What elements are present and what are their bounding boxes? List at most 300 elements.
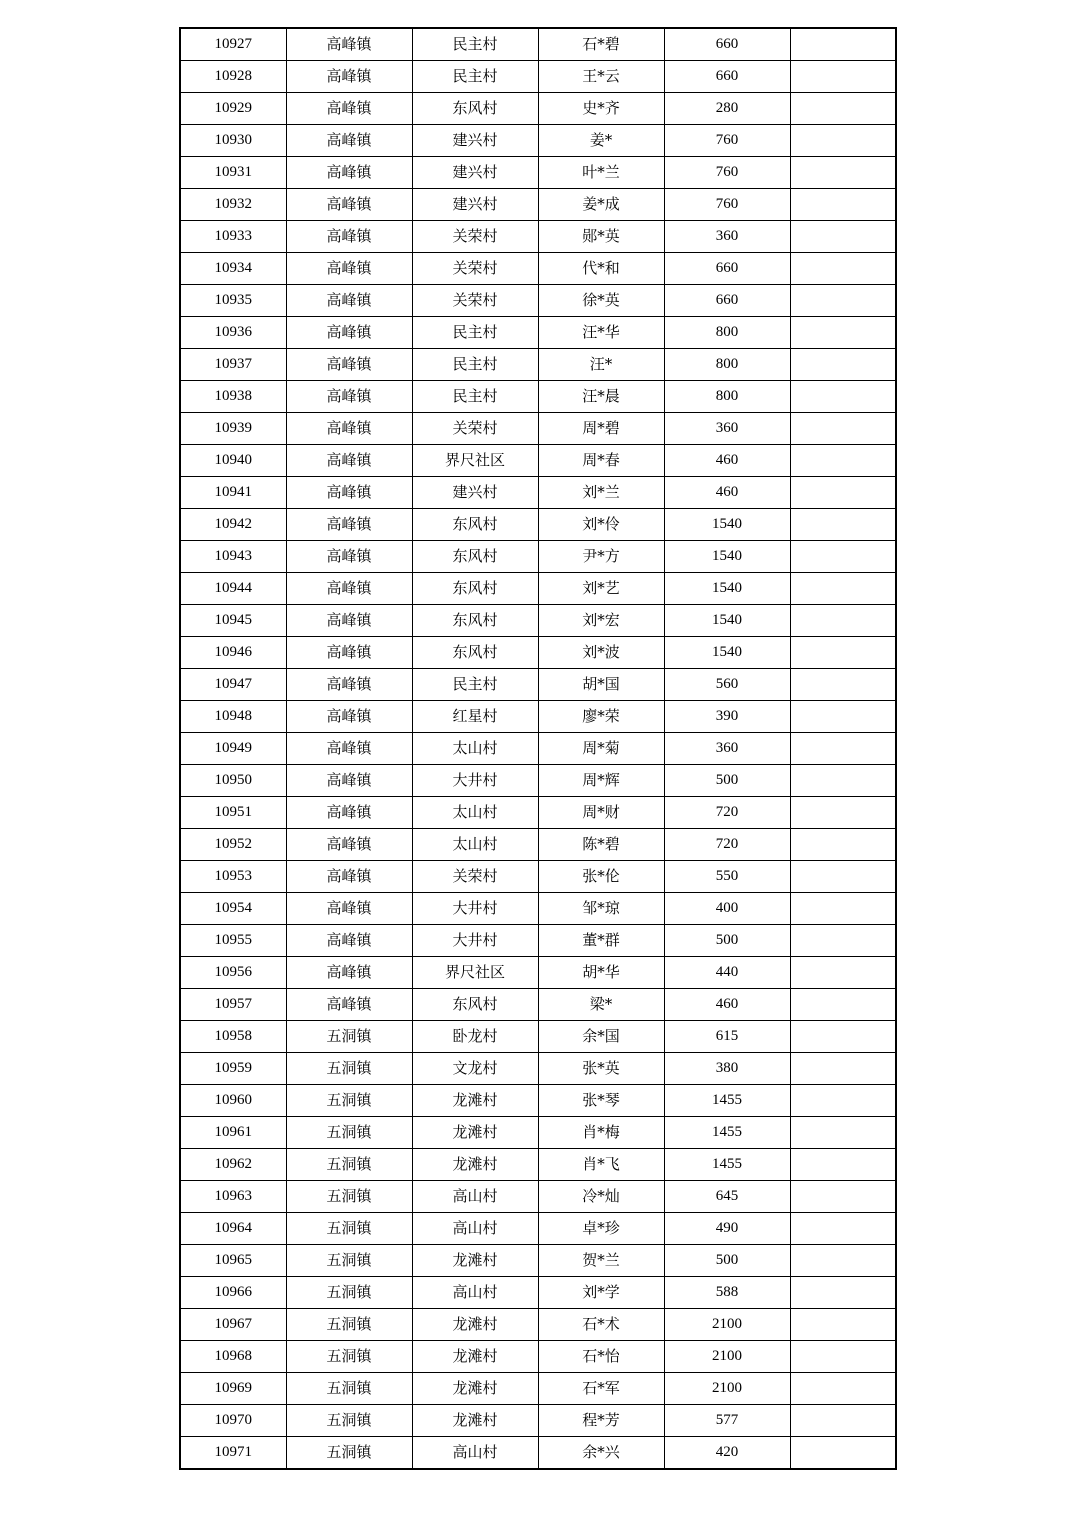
table-row	[180, 957, 896, 989]
amount-cell: 720	[664, 797, 790, 829]
table-row	[180, 253, 896, 285]
name-cell: 董*群	[538, 925, 664, 957]
remark-cell	[790, 1437, 896, 1470]
village-cell: 高山村	[412, 1437, 538, 1470]
table-row	[180, 541, 896, 573]
town-cell: 五洞镇	[286, 1405, 412, 1437]
town-cell: 高峰镇	[286, 317, 412, 349]
amount-cell: 500	[664, 765, 790, 797]
village-cell: 高山村	[412, 1213, 538, 1245]
town-cell: 高峰镇	[286, 573, 412, 605]
serial-number-cell: 10936	[180, 317, 286, 349]
town-cell: 五洞镇	[286, 1085, 412, 1117]
table-row	[180, 1309, 896, 1341]
remark-cell	[790, 1021, 896, 1053]
remark-cell	[790, 61, 896, 93]
name-cell: 刘*伶	[538, 509, 664, 541]
remark-cell	[790, 317, 896, 349]
village-cell: 民主村	[412, 669, 538, 701]
town-cell: 高峰镇	[286, 349, 412, 381]
serial-number-cell: 10969	[180, 1373, 286, 1405]
table-row	[180, 349, 896, 381]
village-cell: 东风村	[412, 637, 538, 669]
remark-cell	[790, 893, 896, 925]
table-row	[180, 125, 896, 157]
serial-number-cell: 10932	[180, 189, 286, 221]
village-cell: 界尺社区	[412, 445, 538, 477]
remark-cell	[790, 797, 896, 829]
name-cell: 张*伦	[538, 861, 664, 893]
remark-cell	[790, 93, 896, 125]
serial-number-cell: 10934	[180, 253, 286, 285]
name-cell: 石*碧	[538, 28, 664, 61]
amount-cell: 660	[664, 253, 790, 285]
village-cell: 龙滩村	[412, 1405, 538, 1437]
village-cell: 关荣村	[412, 413, 538, 445]
name-cell: 郧*英	[538, 221, 664, 253]
serial-number-cell: 10963	[180, 1181, 286, 1213]
name-cell: 代*和	[538, 253, 664, 285]
serial-number-cell: 10945	[180, 605, 286, 637]
village-cell: 关荣村	[412, 285, 538, 317]
table-row	[180, 157, 896, 189]
village-cell: 太山村	[412, 733, 538, 765]
serial-number-cell: 10960	[180, 1085, 286, 1117]
village-cell: 高山村	[412, 1181, 538, 1213]
name-cell: 余*国	[538, 1021, 664, 1053]
town-cell: 五洞镇	[286, 1149, 412, 1181]
town-cell: 高峰镇	[286, 189, 412, 221]
serial-number-cell: 10929	[180, 93, 286, 125]
town-cell: 高峰镇	[286, 669, 412, 701]
remark-cell	[790, 509, 896, 541]
remark-cell	[790, 637, 896, 669]
serial-number-cell: 10930	[180, 125, 286, 157]
village-cell: 大井村	[412, 893, 538, 925]
name-cell: 贺*兰	[538, 1245, 664, 1277]
table-row	[180, 1341, 896, 1373]
table-row	[180, 221, 896, 253]
village-cell: 民主村	[412, 317, 538, 349]
name-cell: 邹*琼	[538, 893, 664, 925]
table-row	[180, 989, 896, 1021]
serial-number-cell: 10937	[180, 349, 286, 381]
amount-cell: 400	[664, 893, 790, 925]
name-cell: 尹*方	[538, 541, 664, 573]
remark-cell	[790, 285, 896, 317]
name-cell: 周*财	[538, 797, 664, 829]
table-row	[180, 1149, 896, 1181]
data-table	[179, 27, 897, 1470]
name-cell: 张*琴	[538, 1085, 664, 1117]
serial-number-cell: 10951	[180, 797, 286, 829]
village-cell: 大井村	[412, 765, 538, 797]
name-cell: 陈*碧	[538, 829, 664, 861]
town-cell: 高峰镇	[286, 445, 412, 477]
amount-cell: 360	[664, 413, 790, 445]
remark-cell	[790, 861, 896, 893]
name-cell: 汪*晨	[538, 381, 664, 413]
table-row	[180, 925, 896, 957]
town-cell: 五洞镇	[286, 1053, 412, 1085]
amount-cell: 1540	[664, 541, 790, 573]
village-cell: 东风村	[412, 93, 538, 125]
remark-cell	[790, 1341, 896, 1373]
remark-cell	[790, 605, 896, 637]
remark-cell	[790, 1085, 896, 1117]
amount-cell: 2100	[664, 1373, 790, 1405]
table-row	[180, 637, 896, 669]
village-cell: 民主村	[412, 381, 538, 413]
amount-cell: 1540	[664, 637, 790, 669]
village-cell: 太山村	[412, 829, 538, 861]
town-cell: 高峰镇	[286, 829, 412, 861]
serial-number-cell: 10948	[180, 701, 286, 733]
serial-number-cell: 10944	[180, 573, 286, 605]
town-cell: 高峰镇	[286, 253, 412, 285]
remark-cell	[790, 1245, 896, 1277]
amount-cell: 420	[664, 1437, 790, 1470]
serial-number-cell: 10965	[180, 1245, 286, 1277]
table-row	[180, 829, 896, 861]
name-cell: 刘*宏	[538, 605, 664, 637]
table-row	[180, 669, 896, 701]
amount-cell: 360	[664, 733, 790, 765]
remark-cell	[790, 1149, 896, 1181]
name-cell: 胡*华	[538, 957, 664, 989]
amount-cell: 645	[664, 1181, 790, 1213]
name-cell: 姜*成	[538, 189, 664, 221]
amount-cell: 2100	[664, 1341, 790, 1373]
town-cell: 高峰镇	[286, 413, 412, 445]
table-row	[180, 445, 896, 477]
remark-cell	[790, 989, 896, 1021]
table-row	[180, 61, 896, 93]
serial-number-cell: 10968	[180, 1341, 286, 1373]
village-cell: 高山村	[412, 1277, 538, 1309]
village-cell: 卧龙村	[412, 1021, 538, 1053]
serial-number-cell: 10933	[180, 221, 286, 253]
amount-cell: 550	[664, 861, 790, 893]
serial-number-cell: 10950	[180, 765, 286, 797]
village-cell: 红星村	[412, 701, 538, 733]
town-cell: 五洞镇	[286, 1117, 412, 1149]
village-cell: 东风村	[412, 541, 538, 573]
town-cell: 高峰镇	[286, 285, 412, 317]
amount-cell: 460	[664, 445, 790, 477]
table-row	[180, 797, 896, 829]
village-cell: 民主村	[412, 28, 538, 61]
town-cell: 五洞镇	[286, 1437, 412, 1470]
town-cell: 高峰镇	[286, 989, 412, 1021]
amount-cell: 500	[664, 1245, 790, 1277]
name-cell: 张*英	[538, 1053, 664, 1085]
table-row	[180, 285, 896, 317]
serial-number-cell: 10946	[180, 637, 286, 669]
town-cell: 高峰镇	[286, 605, 412, 637]
name-cell: 石*怡	[538, 1341, 664, 1373]
village-cell: 东风村	[412, 605, 538, 637]
name-cell: 姜*	[538, 125, 664, 157]
town-cell: 高峰镇	[286, 28, 412, 61]
amount-cell: 1455	[664, 1117, 790, 1149]
amount-cell: 460	[664, 989, 790, 1021]
amount-cell: 1540	[664, 573, 790, 605]
serial-number-cell: 10942	[180, 509, 286, 541]
village-cell: 大井村	[412, 925, 538, 957]
town-cell: 高峰镇	[286, 477, 412, 509]
amount-cell: 280	[664, 93, 790, 125]
table-row	[180, 573, 896, 605]
amount-cell: 460	[664, 477, 790, 509]
remark-cell	[790, 765, 896, 797]
village-cell: 东风村	[412, 573, 538, 605]
table-row	[180, 733, 896, 765]
amount-cell: 615	[664, 1021, 790, 1053]
remark-cell	[790, 1309, 896, 1341]
village-cell: 建兴村	[412, 157, 538, 189]
amount-cell: 588	[664, 1277, 790, 1309]
name-cell: 史*齐	[538, 93, 664, 125]
amount-cell: 760	[664, 125, 790, 157]
town-cell: 高峰镇	[286, 61, 412, 93]
amount-cell: 800	[664, 381, 790, 413]
remark-cell	[790, 733, 896, 765]
village-cell: 龙滩村	[412, 1149, 538, 1181]
remark-cell	[790, 1373, 896, 1405]
serial-number-cell: 10958	[180, 1021, 286, 1053]
remark-cell	[790, 189, 896, 221]
village-cell: 文龙村	[412, 1053, 538, 1085]
town-cell: 高峰镇	[286, 381, 412, 413]
amount-cell: 360	[664, 221, 790, 253]
town-cell: 高峰镇	[286, 765, 412, 797]
village-cell: 龙滩村	[412, 1085, 538, 1117]
name-cell: 石*术	[538, 1309, 664, 1341]
name-cell: 梁*	[538, 989, 664, 1021]
village-cell: 建兴村	[412, 477, 538, 509]
town-cell: 五洞镇	[286, 1341, 412, 1373]
name-cell: 肖*梅	[538, 1117, 664, 1149]
serial-number-cell: 10943	[180, 541, 286, 573]
remark-cell	[790, 28, 896, 61]
name-cell: 汪*华	[538, 317, 664, 349]
table-row	[180, 1277, 896, 1309]
table-row	[180, 381, 896, 413]
amount-cell: 1540	[664, 509, 790, 541]
name-cell: 冷*灿	[538, 1181, 664, 1213]
town-cell: 五洞镇	[286, 1373, 412, 1405]
village-cell: 东风村	[412, 509, 538, 541]
serial-number-cell: 10939	[180, 413, 286, 445]
remark-cell	[790, 157, 896, 189]
name-cell: 卓*珍	[538, 1213, 664, 1245]
remark-cell	[790, 125, 896, 157]
remark-cell	[790, 669, 896, 701]
serial-number-cell: 10957	[180, 989, 286, 1021]
town-cell: 五洞镇	[286, 1021, 412, 1053]
table-row	[180, 1437, 896, 1470]
town-cell: 五洞镇	[286, 1181, 412, 1213]
name-cell: 刘*艺	[538, 573, 664, 605]
serial-number-cell: 10927	[180, 28, 286, 61]
name-cell: 刘*兰	[538, 477, 664, 509]
remark-cell	[790, 1405, 896, 1437]
village-cell: 龙滩村	[412, 1341, 538, 1373]
serial-number-cell: 10953	[180, 861, 286, 893]
remark-cell	[790, 1117, 896, 1149]
name-cell: 周*菊	[538, 733, 664, 765]
table-row	[180, 1405, 896, 1437]
serial-number-cell: 10928	[180, 61, 286, 93]
serial-number-cell: 10970	[180, 1405, 286, 1437]
table-row	[180, 1213, 896, 1245]
remark-cell	[790, 541, 896, 573]
table-row	[180, 1373, 896, 1405]
name-cell: 程*芳	[538, 1405, 664, 1437]
serial-number-cell: 10959	[180, 1053, 286, 1085]
village-cell: 民主村	[412, 61, 538, 93]
town-cell: 五洞镇	[286, 1309, 412, 1341]
serial-number-cell: 10956	[180, 957, 286, 989]
village-cell: 龙滩村	[412, 1245, 538, 1277]
town-cell: 高峰镇	[286, 93, 412, 125]
remark-cell	[790, 1053, 896, 1085]
name-cell: 王*云	[538, 61, 664, 93]
remark-cell	[790, 925, 896, 957]
table-row	[180, 1117, 896, 1149]
table-row	[180, 1245, 896, 1277]
remark-cell	[790, 573, 896, 605]
amount-cell: 1455	[664, 1149, 790, 1181]
village-cell: 东风村	[412, 989, 538, 1021]
village-cell: 关荣村	[412, 221, 538, 253]
town-cell: 高峰镇	[286, 125, 412, 157]
serial-number-cell: 10941	[180, 477, 286, 509]
table-row	[180, 1181, 896, 1213]
serial-number-cell: 10961	[180, 1117, 286, 1149]
town-cell: 高峰镇	[286, 541, 412, 573]
remark-cell	[790, 253, 896, 285]
table-row	[180, 477, 896, 509]
town-cell: 高峰镇	[286, 157, 412, 189]
serial-number-cell: 10962	[180, 1149, 286, 1181]
remark-cell	[790, 701, 896, 733]
name-cell: 胡*国	[538, 669, 664, 701]
serial-number-cell: 10947	[180, 669, 286, 701]
village-cell: 关荣村	[412, 253, 538, 285]
amount-cell: 380	[664, 1053, 790, 1085]
name-cell: 廖*荣	[538, 701, 664, 733]
village-cell: 民主村	[412, 349, 538, 381]
amount-cell: 490	[664, 1213, 790, 1245]
serial-number-cell: 10931	[180, 157, 286, 189]
serial-number-cell: 10940	[180, 445, 286, 477]
amount-cell: 2100	[664, 1309, 790, 1341]
table-row	[180, 765, 896, 797]
amount-cell: 1455	[664, 1085, 790, 1117]
name-cell: 叶*兰	[538, 157, 664, 189]
amount-cell: 660	[664, 61, 790, 93]
table-row	[180, 189, 896, 221]
town-cell: 高峰镇	[286, 509, 412, 541]
town-cell: 高峰镇	[286, 861, 412, 893]
amount-cell: 390	[664, 701, 790, 733]
remark-cell	[790, 381, 896, 413]
remark-cell	[790, 221, 896, 253]
remark-cell	[790, 349, 896, 381]
amount-cell: 760	[664, 157, 790, 189]
town-cell: 高峰镇	[286, 701, 412, 733]
serial-number-cell: 10949	[180, 733, 286, 765]
table-row	[180, 893, 896, 925]
remark-cell	[790, 1277, 896, 1309]
amount-cell: 800	[664, 349, 790, 381]
remark-cell	[790, 957, 896, 989]
table-row	[180, 861, 896, 893]
remark-cell	[790, 413, 896, 445]
amount-cell: 440	[664, 957, 790, 989]
name-cell: 肖*飞	[538, 1149, 664, 1181]
village-cell: 龙滩村	[412, 1117, 538, 1149]
town-cell: 高峰镇	[286, 925, 412, 957]
serial-number-cell: 10955	[180, 925, 286, 957]
table-row	[180, 1085, 896, 1117]
village-cell: 太山村	[412, 797, 538, 829]
table-row	[180, 1021, 896, 1053]
serial-number-cell: 10971	[180, 1437, 286, 1470]
serial-number-cell: 10966	[180, 1277, 286, 1309]
table-row	[180, 317, 896, 349]
village-cell: 龙滩村	[412, 1373, 538, 1405]
serial-number-cell: 10938	[180, 381, 286, 413]
town-cell: 五洞镇	[286, 1277, 412, 1309]
amount-cell: 720	[664, 829, 790, 861]
table-row	[180, 93, 896, 125]
town-cell: 高峰镇	[286, 221, 412, 253]
table-row	[180, 1053, 896, 1085]
name-cell: 徐*英	[538, 285, 664, 317]
remark-cell	[790, 445, 896, 477]
town-cell: 高峰镇	[286, 733, 412, 765]
town-cell: 五洞镇	[286, 1245, 412, 1277]
name-cell: 汪*	[538, 349, 664, 381]
table-row	[180, 509, 896, 541]
name-cell: 周*春	[538, 445, 664, 477]
remark-cell	[790, 829, 896, 861]
town-cell: 高峰镇	[286, 637, 412, 669]
village-cell: 建兴村	[412, 125, 538, 157]
name-cell: 刘*学	[538, 1277, 664, 1309]
town-cell: 高峰镇	[286, 797, 412, 829]
amount-cell: 500	[664, 925, 790, 957]
amount-cell: 660	[664, 28, 790, 61]
serial-number-cell: 10954	[180, 893, 286, 925]
village-cell: 关荣村	[412, 861, 538, 893]
serial-number-cell: 10964	[180, 1213, 286, 1245]
name-cell: 周*碧	[538, 413, 664, 445]
remark-cell	[790, 1213, 896, 1245]
table-body	[180, 28, 896, 1469]
amount-cell: 760	[664, 189, 790, 221]
amount-cell: 800	[664, 317, 790, 349]
table-row	[180, 413, 896, 445]
name-cell: 石*军	[538, 1373, 664, 1405]
amount-cell: 560	[664, 669, 790, 701]
village-cell: 龙滩村	[412, 1309, 538, 1341]
amount-cell: 660	[664, 285, 790, 317]
name-cell: 周*辉	[538, 765, 664, 797]
